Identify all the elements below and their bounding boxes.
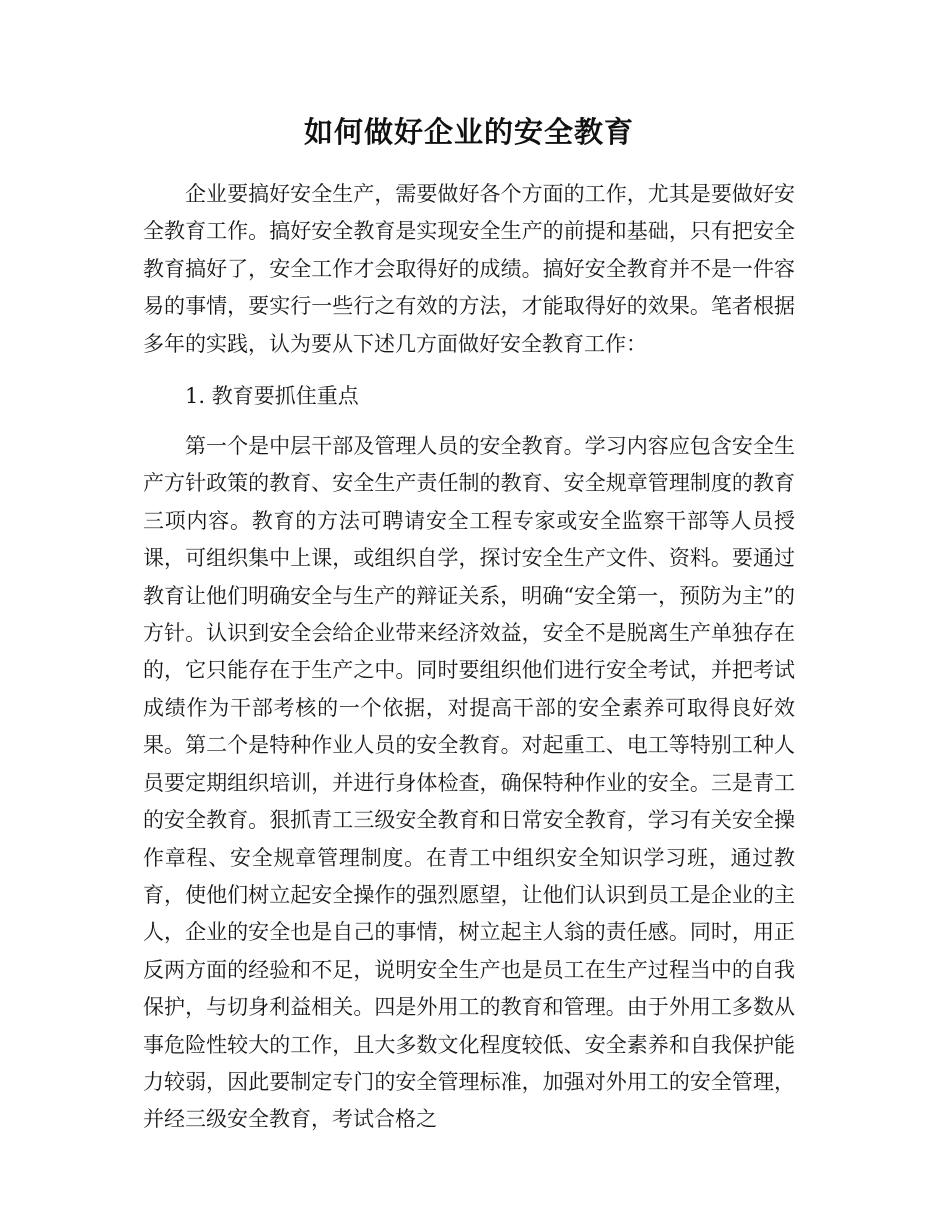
intro-paragraph: 企业要搞好安全生产，需要做好各个方面的工作，尤其是要做好安全教育工作。搞好安全教育是实现安全生产的前提和基础，只有把安全教育搞好了，安全工作才会取得好的成绩。搞好安全教育并不是一件容易的事情，要实行一些行之有效的方法，才能取得好的效果。笔者根据多年的实践，认为要从下述几方面做好安全教育工作： xyxy=(143,182,795,356)
document-title: 如何做好企业的安全教育 xyxy=(303,115,634,149)
section-1-paragraph: 第一个是中层干部及管理人员的安全教育。学习内容应包含安全生产方针政策的教育、安全生产责任制的教育、安全规章管理制度的教育三项内容。教育的方法可聘请安全工程专家或安全监察干部等人员授课，可组织集中上课，或组织自学，探讨安全生产文件、资料。要通过教育让他们明确安全与生产的辩证关系，明确“安全第一，预防为主”的方针。认识到安全会给企业带来经济效益，安全不是脱离生产单独存在的，它只能存在于生产之中。同时要组织他们进行安全考试，并把考试成绩作为干部考核的一个依据，对提高干部的安全素养可取得良好效果。第二个是特种作业人员的安全教育。对起重工、电工等特别工种人员要定期组织培训，并进行身体检查，确保特种作业的安全。三是青工的安全教育。狠抓青工三级安全教育和日常安全教育，学习有关安全操作章程、安全规章管理制度。在青工中组织安全知识学习班，通过教育，使他们树立起安全操作的强烈愿望，让他们认识到员工是企业的主人，企业的安全也是自己的事情，树立起主人翁的责任感。同时，用正反两方面的经验和不足，说明安全生产也是员工在生产过程当中的自我保护，与切身利益相关。四是外用工的教育和管理。由于外用工多数从事危险性较大的工作，且大多数文化程度较低、安全素养和自我保护能力较弱，因此要制定专门的安全管理标准，加强对外用工的安全管理，并经三级安全教育，考试合格之 xyxy=(143,434,795,1132)
section-heading-1: 1. 教育要抓住重点 xyxy=(185,384,359,409)
